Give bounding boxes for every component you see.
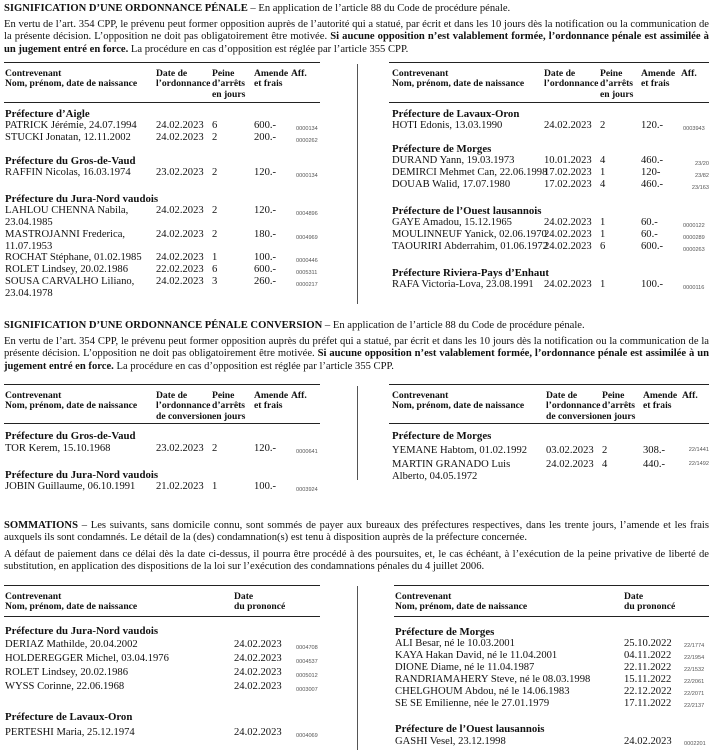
row-date: 23.02.2023 [156, 443, 204, 454]
header-date: Date de l’ordonnance de conversion [546, 390, 603, 422]
row-aff: 0000122 [683, 223, 705, 229]
row-peine: 2 [212, 443, 218, 454]
table-top-rule [394, 585, 709, 586]
row-name: TOR Kerem, 15.10.1968 [5, 443, 111, 454]
row-date: 24.02.2023 [544, 241, 592, 252]
row-aff: 0004069 [296, 733, 318, 739]
table-top-rule [4, 585, 320, 586]
header-contrevenant: Contrevenant Nom, prénom, date de naissance [5, 68, 138, 90]
row-name: PATRICK Jérémie, 24.07.1994 [5, 120, 137, 131]
row-peine: 1 [600, 217, 606, 228]
table-top-rule [4, 384, 320, 385]
row-name: JOBIN Guillaume, 06.10.1991 [5, 481, 136, 492]
row-name: PERTESHI Maria, 25.12.1974 [5, 727, 135, 738]
row-name: KAYA Hakan David, né le 11.04.2001 [395, 650, 558, 661]
row-name: RAFA Victoria-Lova, 23.08.1991 [392, 279, 534, 290]
row-amende: 180.- [254, 229, 277, 240]
row-peine: 2 [212, 132, 218, 143]
row-aff: 0000134 [296, 126, 318, 132]
row-amende: 60.- [641, 229, 658, 240]
table-top-rule [4, 62, 320, 63]
row-aff: 0000134 [296, 173, 318, 179]
row-date: 24.02.2023 [156, 276, 204, 287]
header-contrevenant: Contrevenant Nom, prénom, date de naissance [392, 390, 525, 412]
row-aff: 0000263 [683, 247, 705, 253]
row-name: DERIAZ Mathilde, 20.04.2002 [5, 639, 138, 650]
row-name: SOUSA CARVALHO Liliano, 23.04.1978 [5, 276, 135, 300]
row-amende: 100.- [254, 481, 277, 492]
row-amende: 200.- [254, 132, 277, 143]
row-name: MARTIN GRANADO Luis Alberto, 04.05.1972 [392, 459, 511, 483]
header-peine: Peine d’arrêts en jours [212, 390, 246, 422]
header-aff: Aff. [682, 390, 698, 401]
prefecture-heading: Préfecture de Morges [392, 143, 492, 155]
row-amende: 120.- [254, 443, 277, 454]
row-aff: 22/1492 [688, 461, 709, 467]
row-aff: 0002201 [684, 741, 706, 747]
row-date: 21.02.2023 [156, 481, 204, 492]
row-date: 24.02.2023 [544, 279, 592, 290]
prefecture-heading: Préfecture Riviera-Pays d’Enhaut [392, 267, 549, 279]
row-aff: 22/1954 [684, 655, 705, 661]
row-name: WYSS Corinne, 22.06.1968 [5, 681, 125, 692]
row-aff: 0000446 [296, 258, 318, 264]
row-amende: 100.- [254, 252, 277, 263]
header-date: Date de l’ordonnance de conversion [156, 390, 213, 422]
row-amende: 460.- [641, 155, 664, 166]
header-peine: Peine d’arrêts en jours [602, 390, 636, 422]
row-name: ROLET Lindsey, 20.02.1986 [5, 667, 128, 678]
row-name: DIONE Diame, né le 11.04.1987 [395, 662, 535, 673]
prefecture-heading: Préfecture de Morges [395, 626, 495, 638]
section-ordonnance-title: SIGNIFICATION D’UNE ORDONNANCE PÉNALE – En application de l’article 88 du Code de procédure pénale. [4, 3, 511, 14]
row-date: 17.02.2023 [544, 167, 592, 178]
row-date: 17.02.2023 [544, 179, 592, 190]
row-date: 24.02.2023 [156, 252, 204, 263]
row-peine: 2 [602, 445, 608, 456]
prefecture-heading: Préfecture du Gros-de-Vaud [5, 430, 136, 442]
row-date: 23.02.2023 [156, 167, 204, 178]
prefecture-heading: Préfecture de Lavaux-Oron [392, 108, 520, 120]
row-name: ROLET Lindsey, 20.02.1986 [5, 264, 128, 275]
header-aff: Aff. [681, 68, 697, 79]
row-name: CHELGHOUM Abdou, né le 14.06.1983 [395, 686, 570, 697]
row-date: 22.12.2022 [624, 686, 672, 697]
section-sommations-intro: A défaut de paiement dans ce délai dès la date ci-dessus, il pourra être procédé à des poursuites, et, le cas échéant, à l’exécution de la peine privative de liberté de substitution, en application des dispositions de la loi sur l’exécution des condamnations pénales du 4 juillet 2006. [4, 549, 709, 573]
row-aff: 0004537 [296, 659, 318, 665]
row-name: STUCKI Jonatan, 12.11.2002 [5, 132, 131, 143]
row-date: 17.11.2022 [624, 698, 672, 709]
row-name: RANDRIAMAHERY Steve, né le 08.03.1998 [395, 674, 591, 685]
row-peine: 1 [600, 279, 606, 290]
row-date: 22.11.2022 [624, 662, 672, 673]
prefecture-heading: Préfecture de Lavaux-Oron [5, 711, 133, 723]
row-name: HOLDEREGGER Michel, 03.04.1976 [5, 653, 169, 664]
row-peine: 2 [600, 120, 606, 131]
header-date: Date de l’ordonnance [544, 68, 599, 90]
row-aff: 22/2137 [684, 703, 705, 709]
row-name: SE SE Emilienne, née le 27.01.1979 [395, 698, 550, 709]
row-aff: 0004969 [296, 235, 318, 241]
row-aff: 22/2071 [684, 691, 705, 697]
row-peine: 6 [212, 120, 218, 131]
header-amende: Amende et frais [254, 68, 289, 90]
header-peine: Peine d’arrêts en jours [600, 68, 634, 100]
row-date: 22.02.2023 [156, 264, 204, 275]
row-name: DEMIRCI Mehmet Can, 22.06.1998 [392, 167, 548, 178]
row-amende: 100.- [641, 279, 664, 290]
row-name: DOUAB Walid, 17.07.1980 [392, 179, 511, 190]
row-aff: 0005311 [296, 270, 318, 276]
header-date: Date de l’ordonnance [156, 68, 211, 90]
row-peine: 1 [212, 252, 218, 263]
table-header-rule [389, 102, 709, 103]
row-aff: 0000641 [296, 449, 318, 455]
row-amende: 120.- [254, 205, 277, 216]
row-name: RAFFIN Nicolas, 16.03.1974 [5, 167, 131, 178]
row-name: GASHI Vesel, 23.12.1998 [395, 736, 506, 747]
row-date: 24.02.2023 [234, 639, 282, 650]
row-date: 03.02.2023 [546, 445, 594, 456]
prefecture-heading: Préfecture de l’Ouest lausannois [392, 205, 542, 217]
row-date: 24.02.2023 [156, 132, 204, 143]
table-header-rule [4, 102, 320, 103]
row-date: 24.02.2023 [234, 681, 282, 692]
row-date: 24.02.2023 [544, 229, 592, 240]
row-peine: 1 [212, 481, 218, 492]
header-peine: Peine d’arrêts en jours [212, 68, 246, 100]
row-amende: 120- [641, 167, 661, 178]
row-amende: 440.- [643, 459, 666, 470]
row-aff: 0004896 [296, 211, 318, 217]
row-name: TAOURIRI Abderrahim, 01.06.1972 [392, 241, 548, 252]
row-amende: 120.- [641, 120, 664, 131]
row-aff: 0003924 [296, 487, 318, 493]
row-date: 24.02.2023 [234, 727, 282, 738]
header-contrevenant: Contrevenant Nom, prénom, date de naissance [392, 68, 525, 90]
row-aff: 0005012 [296, 673, 318, 679]
table-header-rule [394, 616, 709, 617]
prefecture-heading: Préfecture du Jura-Nord vaudois [5, 193, 159, 205]
row-amende: 60.- [641, 217, 658, 228]
row-aff: 0000116 [683, 285, 705, 291]
header-aff: Aff. [291, 68, 307, 79]
section-ordonnance-intro: En vertu de l’art. 354 CPP, le prévenu peut former opposition auprès de l’autorité qui a statué, par écrit et dans les 10 jours dès la notification ou la communication de la présente décision. L’opposition ne doit pas obligatoirement être motivée. Si aucune opposition n’est valablement formée, l’ordonnance pénale est assimilée à un jugement entré en force. La procédure en cas d’opposition est réglée par l’article 355 CPP. [4, 19, 709, 55]
row-date: 04.11.2022 [624, 650, 672, 661]
row-date: 24.02.2023 [156, 120, 204, 131]
row-name: MASTROJANNI Frederica, 11.07.1953 [5, 229, 126, 253]
section-conversion-title: SIGNIFICATION D’UNE ORDONNANCE PÉNALE CONVERSION – En application de l’article 88 du Code de procédure pénale. [4, 320, 585, 331]
row-name: GAYE Amadou, 15.12.1965 [392, 217, 512, 228]
section-conversion-intro: En vertu de l’art. 354 CPP, le prévenu peut former opposition auprès du préfet qui a statué, par écrit et dans les 10 jours dès la notification ou la communication de la présente décision. L’opposition ne doit pas obligatoirement être motivée. Si aucune opposition n’est valablement formée, l’ordonnance pénale est assimilée à un jugement entré en force. La procédure en cas d’opposition est réglée par l’article 355 CPP. [4, 336, 709, 372]
prefecture-heading: Préfecture du Jura-Nord vaudois [5, 469, 159, 481]
table-top-rule [389, 384, 709, 385]
row-amende: 308.- [643, 445, 666, 456]
row-peine: 1 [600, 167, 606, 178]
row-date: 15.11.2022 [624, 674, 672, 685]
column-divider [357, 586, 358, 750]
row-amende: 600.- [254, 264, 277, 275]
table-header-rule [389, 423, 709, 424]
row-amende: 260.- [254, 276, 277, 287]
row-name: LAHLOU CHENNA Nabila, 23.04.1985 [5, 205, 129, 229]
row-peine: 3 [212, 276, 218, 287]
row-amende: 600.- [641, 241, 664, 252]
row-aff: 0003943 [683, 126, 705, 132]
row-date: 24.02.2023 [156, 205, 204, 216]
header-amende: Amende et frais [643, 390, 678, 412]
prefecture-heading: Préfecture de Morges [392, 430, 492, 442]
row-aff: 0004708 [296, 645, 318, 651]
row-aff: 0000217 [296, 282, 318, 288]
row-aff: 22/1774 [684, 643, 705, 649]
row-aff: 22/2061 [684, 679, 705, 685]
row-amende: 120.- [254, 167, 277, 178]
row-amende: 600.- [254, 120, 277, 131]
row-name: ROCHAT Stéphane, 01.02.1985 [5, 252, 142, 263]
row-aff: 23/82 [695, 173, 709, 179]
row-date: 25.10.2022 [624, 638, 672, 649]
row-aff: 0000262 [296, 138, 318, 144]
column-divider [357, 386, 358, 480]
table-header-rule [4, 616, 320, 617]
row-name: YEMANE Habtom, 01.02.1992 [392, 445, 528, 456]
row-peine: 4 [600, 155, 606, 166]
row-date: 24.02.2023 [544, 217, 592, 228]
row-date: 24.02.2023 [156, 229, 204, 240]
row-date: 24.02.2023 [234, 653, 282, 664]
row-peine: 2 [212, 229, 218, 240]
prefecture-heading: Préfecture d’Aigle [5, 108, 90, 120]
row-aff: 23/20 [695, 161, 709, 167]
header-date: Date du prononcé [234, 591, 286, 613]
row-date: 24.02.2023 [546, 459, 594, 470]
row-date: 24.02.2023 [624, 736, 672, 747]
row-peine: 4 [602, 459, 608, 470]
prefecture-heading: Préfecture du Gros-de-Vaud [5, 155, 136, 167]
row-peine: 6 [212, 264, 218, 275]
header-contrevenant: Contrevenant Nom, prénom, date de naissance [395, 591, 528, 613]
row-peine: 2 [212, 167, 218, 178]
row-date: 24.02.2023 [234, 667, 282, 678]
prefecture-heading: Préfecture du Jura-Nord vaudois [5, 625, 159, 637]
table-header-rule [4, 423, 320, 424]
row-aff: 22/1441 [688, 447, 709, 453]
row-name: MOULINNEUF Yanick, 02.06.1970 [392, 229, 547, 240]
row-date: 24.02.2023 [544, 120, 592, 131]
header-date: Date du prononcé [624, 591, 676, 613]
row-name: ALI Besar, né le 10.03.2001 [395, 638, 515, 649]
header-amende: Amende et frais [641, 68, 676, 90]
row-aff: 22/1532 [684, 667, 705, 673]
row-peine: 4 [600, 179, 606, 190]
row-name: DURAND Yann, 19.03.1973 [392, 155, 515, 166]
header-amende: Amende et frais [254, 390, 289, 412]
row-amende: 460.- [641, 179, 664, 190]
header-contrevenant: Contrevenant Nom, prénom, date de naissance [5, 591, 138, 613]
header-aff: Aff. [291, 390, 307, 401]
row-peine: 1 [600, 229, 606, 240]
table-top-rule [389, 62, 709, 63]
header-contrevenant: Contrevenant Nom, prénom, date de naissance [5, 390, 138, 412]
row-aff: 23/163 [691, 185, 709, 191]
prefecture-heading: Préfecture de l’Ouest lausannois [395, 723, 545, 735]
column-divider [357, 64, 358, 304]
row-name: HOTI Edonis, 13.03.1990 [392, 120, 503, 131]
row-peine: 2 [212, 205, 218, 216]
row-aff: 0000289 [683, 235, 705, 241]
row-peine: 6 [600, 241, 606, 252]
row-aff: 0003007 [296, 687, 318, 693]
row-date: 10.01.2023 [544, 155, 592, 166]
section-sommations-title: SOMMATIONS – Les suivants, sans domicile connu, sont sommés de payer aux bureaux des préfectures respectives, dans les trente jours, l’amende et les frais auxquels ils sont condamnés. Le détail de la (des) condamnation(s) est tenu à disposition auprès de la préfecture concernée. [4, 520, 709, 544]
